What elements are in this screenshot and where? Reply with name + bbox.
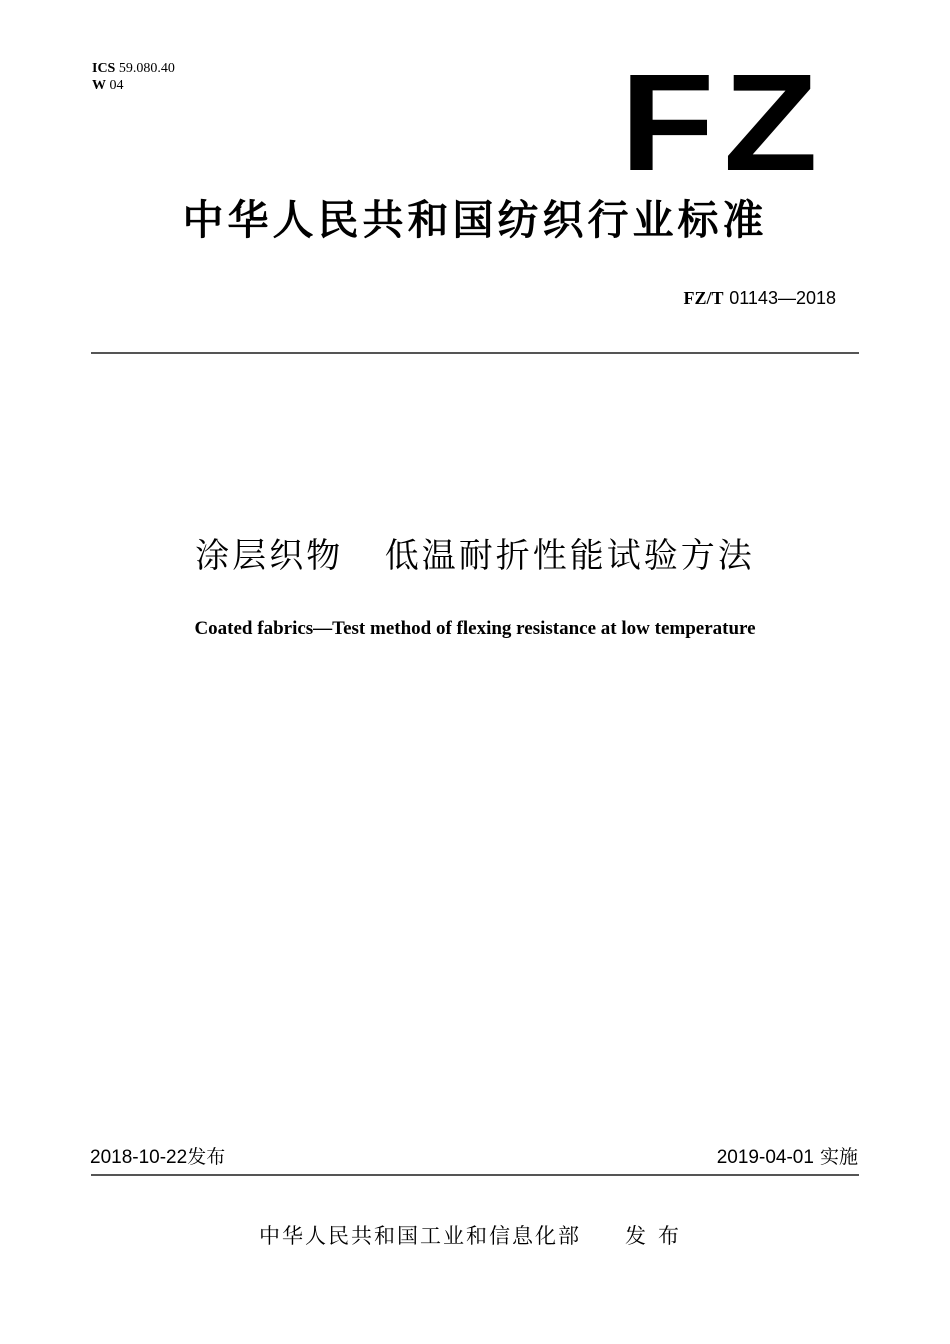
issuer-name: 中华人民共和国工业和信息化部 bbox=[259, 1224, 581, 1248]
class-label: W bbox=[92, 78, 106, 93]
implement-date: 2019-04-01 bbox=[716, 1147, 814, 1168]
publish-label: 发布 bbox=[187, 1146, 226, 1168]
implement-date-line bbox=[717, 1144, 858, 1171]
standard-number bbox=[683, 286, 836, 311]
title-chinese bbox=[0, 532, 950, 580]
publish-date-line bbox=[90, 1144, 225, 1171]
ics-label: ICS bbox=[92, 61, 116, 76]
publish-date: 2018-10-22 bbox=[90, 1147, 188, 1168]
issuer-action: 发布 bbox=[625, 1224, 691, 1248]
title-cn-part2: 低温耐折性能试验方法 bbox=[384, 536, 755, 576]
fz-logo: FZ bbox=[620, 46, 827, 200]
standard-code: 01143—2018 bbox=[729, 288, 836, 308]
ics-value: 59.080.40 bbox=[118, 61, 175, 76]
classification-codes bbox=[92, 60, 175, 94]
title-english: Coated fabrics—Test method of flexing resistance at low temperature bbox=[194, 618, 756, 639]
title-cn-part1: 涂层织物 bbox=[195, 536, 344, 576]
bottom-divider bbox=[91, 1174, 859, 1176]
org-title: 中华人民共和国纺织行业标准 bbox=[182, 196, 768, 244]
issuer-line bbox=[0, 1221, 950, 1251]
ics-line bbox=[92, 60, 175, 77]
implement-label: 实施 bbox=[819, 1146, 858, 1168]
standard-prefix: FZ/T bbox=[683, 288, 724, 308]
top-divider bbox=[91, 352, 859, 354]
class-value: 04 bbox=[109, 78, 124, 93]
class-line bbox=[92, 77, 175, 94]
